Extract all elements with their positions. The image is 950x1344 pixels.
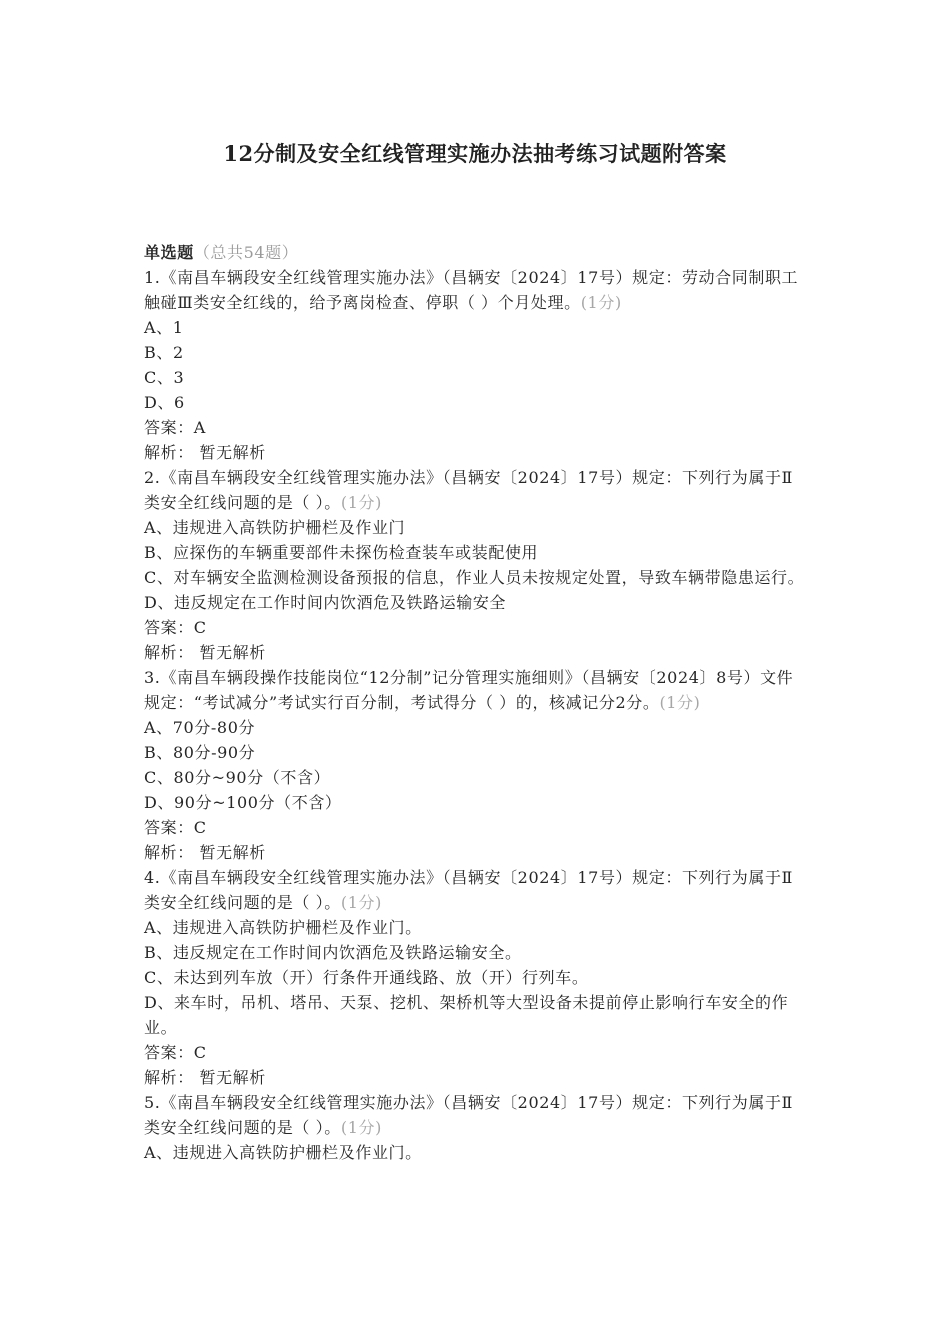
explanation: 解析： 暂无解析 (144, 443, 266, 462)
explanation: 解析： 暂无解析 (144, 1068, 266, 1087)
option-c: C、80分~90分（不含） (144, 768, 331, 787)
question-3 (144, 665, 809, 865)
answer: 答案：C (144, 1043, 207, 1062)
option-d: D、90分~100分（不含） (144, 793, 342, 812)
question-2 (144, 465, 809, 665)
question-1 (144, 265, 809, 465)
section-heading (144, 240, 809, 265)
question-text: 3.《南昌车辆段操作技能岗位“12分制”记分管理实施细则》（昌辆安〔2024〕8号）文件规定：“考试减分”考试实行百分制，考试得分（ ）的，核减记分2分。(1分) (144, 668, 794, 712)
option-b: B、应探伤的车辆重要部件未探伤检查装车或装配使用 (144, 543, 539, 562)
question-list (144, 240, 809, 1165)
option-d: D、6 (144, 393, 185, 412)
section-label: 单选题 (144, 243, 194, 262)
question-5 (144, 1090, 809, 1165)
option-a: A、1 (144, 318, 184, 337)
section-count: （总共54题） (193, 243, 299, 262)
question-4 (144, 865, 809, 1090)
option-b: B、2 (144, 343, 184, 362)
page-title: 12分制及安全红线管理实施办法抽考练习试题附答案 (223, 141, 727, 166)
option-c: C、未达到列车放（开）行条件开通线路、放（开）行列车。 (144, 968, 589, 987)
option-c: C、3 (144, 368, 185, 387)
option-a: A、违规进入高铁防护栅栏及作业门。 (144, 918, 422, 937)
option-a: A、70分-80分 (144, 718, 256, 737)
question-score: (1分) (340, 893, 382, 912)
option-d: D、来车时，吊机、塔吊、天泵、挖机、架桥机等大型设备未提前停止影响行车安全的作业。 (144, 993, 789, 1037)
answer: 答案：C (144, 818, 207, 837)
question-text: 1.《南昌车辆段安全红线管理实施办法》（昌辆安〔2024〕17号）规定：劳动合同制职工触碰Ⅲ类安全红线的，给予离岗检查、停职（ ）个月处理。(1分) (144, 268, 799, 312)
explanation: 解析： 暂无解析 (144, 843, 266, 862)
answer: 答案：C (144, 618, 207, 637)
explanation: 解析： 暂无解析 (144, 643, 266, 662)
question-text: 5.《南昌车辆段安全红线管理实施办法》（昌辆安〔2024〕17号）规定：下列行为属于Ⅱ类安全红线问题的是（ ）。(1分) (144, 1093, 794, 1137)
question-text: 4.《南昌车辆段安全红线管理实施办法》（昌辆安〔2024〕17号）规定：下列行为属于Ⅱ类安全红线问题的是（ ）。(1分) (144, 868, 794, 912)
option-b: B、80分-90分 (144, 743, 256, 762)
question-score: (1分) (340, 1118, 382, 1137)
option-c: C、对车辆安全监测检测设备预报的信息，作业人员未按规定处置，导致车辆带隐患运行。 (144, 568, 805, 587)
option-a: A、违规进入高铁防护栅栏及作业门 (144, 518, 406, 537)
option-d: D、违反规定在工作时间内饮酒危及铁路运输安全 (144, 593, 507, 612)
answer: 答案：A (144, 418, 206, 437)
question-score: (1分) (340, 493, 382, 512)
option-b: B、违反规定在工作时间内饮酒危及铁路运输安全。 (144, 943, 522, 962)
question-score: (1分) (580, 293, 622, 312)
option-a: A、违规进入高铁防护栅栏及作业门。 (144, 1143, 422, 1162)
question-score: (1分) (659, 693, 701, 712)
question-text: 2.《南昌车辆段安全红线管理实施办法》（昌辆安〔2024〕17号）规定：下列行为属于Ⅱ类安全红线问题的是（ ）。(1分) (144, 468, 794, 512)
